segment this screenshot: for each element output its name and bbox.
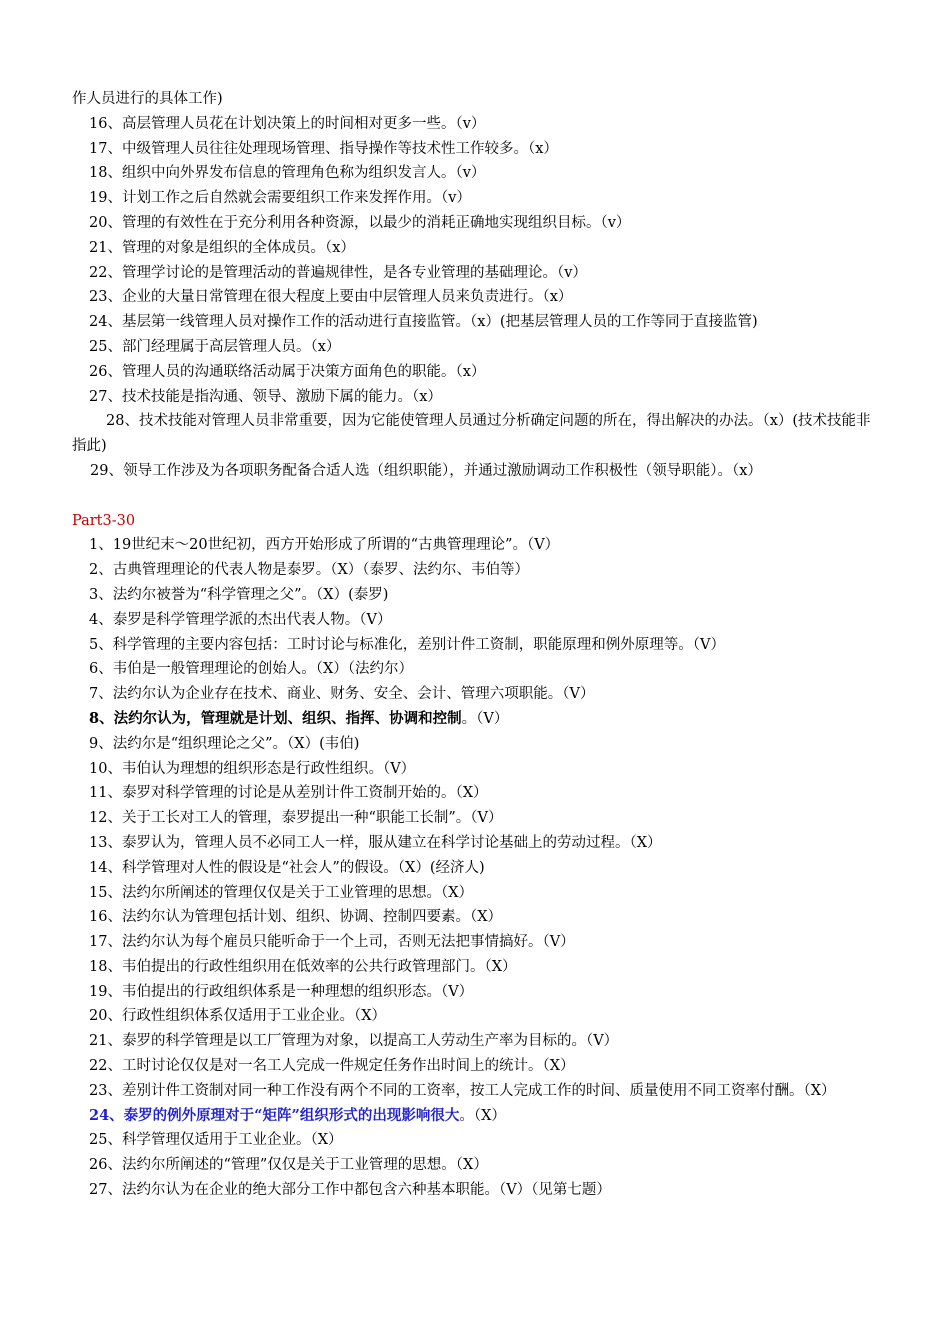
part2-item-18: 18、组织中向外界发布信息的管理角色称为组织发言人。（v） (89, 165, 486, 182)
part3-item-17: 17、法约尔认为每个雇员只能听命于一个上司，否则无法把事情搞好。（V） (89, 934, 575, 951)
part2-item-16: 16、高层管理人员花在计划决策上的时间相对更多一些。（v） (89, 115, 486, 132)
part3-item-3: 3、法约尔被誉为“科学管理之父”。（X）(泰罗) (89, 586, 389, 603)
part3-item-24-answer: 。（X） (459, 1107, 506, 1124)
part3-item-24-highlight: 24、泰罗的例外原理对于“矩阵”组织形式的出现影响很大 (89, 1106, 460, 1124)
part2-item-21: 21、管理的对象是组织的全体成员。（x） (89, 239, 355, 256)
part3-item-7: 7、法约尔认为企业存在技术、商业、财务、安全、会计、管理六项职能。（V） (89, 686, 595, 703)
part3-item-23-text: 23、差别计件工资制对同一种工作没有两个不同的工资率，按工人完成工作的时间、质量使用不同工资率付酬。（X） (89, 1082, 836, 1099)
part2-item-23: 23、企业的大量日常管理在很大程度上要由中层管理人员来负责进行。（x） (89, 289, 573, 306)
part2-item-24: 24、基层第一线管理人员对操作工作的活动进行直接监管。（x）(把基层管理人员的工作等同于直接监管) (89, 314, 758, 331)
part3-item-13: 13、泰罗认为，管理人员不必同工人一样，服从建立在科学讨论基础上的劳动过程。（X） (89, 834, 662, 851)
part2-item-27: 27、技术技能是指沟通、领导、激励下属的能力。（x） (89, 388, 442, 405)
part3-item-21: 21、泰罗的科学管理是以工厂管理为对象，以提高工人劳动生产率为目标的。（V） (89, 1033, 619, 1050)
part3-item-25: 25、科学管理仅适用于工业企业。（X） (89, 1132, 343, 1149)
continuation-line: 作人员进行的具体工作) (72, 91, 223, 107)
part2-item-26: 26、管理人员的沟通联络活动属于决策方面角色的职能。（x） (89, 363, 486, 380)
part3-item-19: 19、韦伯提出的行政组织体系是一种理想的组织形态。（V） (89, 983, 474, 1000)
part3-item-24 (72, 1104, 880, 1129)
part3-item-6: 6、韦伯是一般管理理论的创始人。（X）（法约尔） (89, 661, 414, 678)
spacer (72, 484, 880, 509)
section-title-part3: Part3-30 (72, 512, 136, 529)
part3-item-22: 22、工时讨论仅仅是对一名工人完成一件规定任务作出时间上的统计。（X） (89, 1058, 575, 1075)
part2-item-20: 20、管理的有效性在于充分利用各种资源，以最少的消耗正确地实现组织目标。（v） (89, 214, 631, 231)
part3-item-5: 5、科学管理的主要内容包括：工时讨论与标准化，差别计件工资制，职能原理和例外原理等。（V） (89, 636, 725, 653)
part3-item-9: 9、法约尔是“组织理论之父”。（X）(韦伯) (89, 735, 360, 752)
part3-item-20: 20、行政性组织体系仅适用于工业企业。（X） (89, 1008, 387, 1025)
part2-item-28-text: 28、技术技能对管理人员非常重要，因为它能使管理人员通过分析确定问题的所在，得出解决的办法。（x）(技术技能非指此) (72, 413, 871, 455)
part3-item-15: 15、法约尔所阐述的管理仅仅是关于工业管理的思想。（X） (89, 884, 474, 901)
part3-item-14: 14、科学管理对人性的假设是“社会人”的假设。（X）(经济人) (89, 859, 485, 876)
part2-item-28 (72, 409, 880, 459)
part3-item-27: 27、法约尔认为在企业的绝大部分工作中都包含六种基本职能。（V）（见第七题） (89, 1182, 611, 1199)
part3-item-10: 10、韦伯认为理想的组织形态是行政性组织。（V） (89, 760, 416, 777)
part3-item-26: 26、法约尔所阐述的“管理”仅仅是关于工业管理的思想。（X） (89, 1157, 488, 1174)
part3-item-23 (72, 1079, 880, 1104)
part2-item-17: 17、中级管理人员往往处理现场管理、指导操作等技术性工作较多。（x） (89, 140, 558, 157)
part2-item-25: 25、部门经理属于高层管理人员。（x） (89, 338, 341, 355)
part3-item-18: 18、韦伯提出的行政性组织用在低效率的公共行政管理部门。（X） (89, 958, 517, 975)
document-body (72, 87, 880, 1203)
part2-item-22: 22、管理学讨论的是管理活动的普遍规律性，是各专业管理的基础理论。（v） (89, 264, 587, 281)
part3-item-8 (72, 707, 880, 732)
part3-item-1: 1、19世纪末～20世纪初，西方开始形成了所谓的“古典管理理论”。（V） (89, 537, 560, 554)
part2-item-19: 19、计划工作之后自然就会需要组织工作来发挥作用。（v） (89, 190, 471, 207)
part3-item-8-bold: 8、法约尔认为，管理就是计划、组织、指挥、协调和控制 (89, 709, 462, 727)
part3-item-12: 12、关于工长对工人的管理，泰罗提出一种“职能工长制”。（V） (89, 810, 503, 827)
part3-item-11: 11、泰罗对科学管理的讨论是从差别计件工资制开始的。（X） (89, 785, 488, 802)
part2-item-29-text: 29、领导工作涉及为各项职务配备合适人选（组织职能），并通过激励调动工作积极性（领导职能）。（x） (90, 462, 762, 479)
part3-item-2: 2、古典管理理论的代表人物是泰罗。（X）（泰罗、法约尔、韦伯等） (89, 562, 530, 579)
part2-item-29 (72, 459, 880, 484)
part3-item-16: 16、法约尔认为管理包括计划、组织、协调、控制四要素。（X） (89, 909, 503, 926)
part3-item-8-answer: 。（V） (461, 710, 509, 727)
part3-item-4: 4、泰罗是科学管理学派的杰出代表人物。（V） (89, 611, 392, 628)
